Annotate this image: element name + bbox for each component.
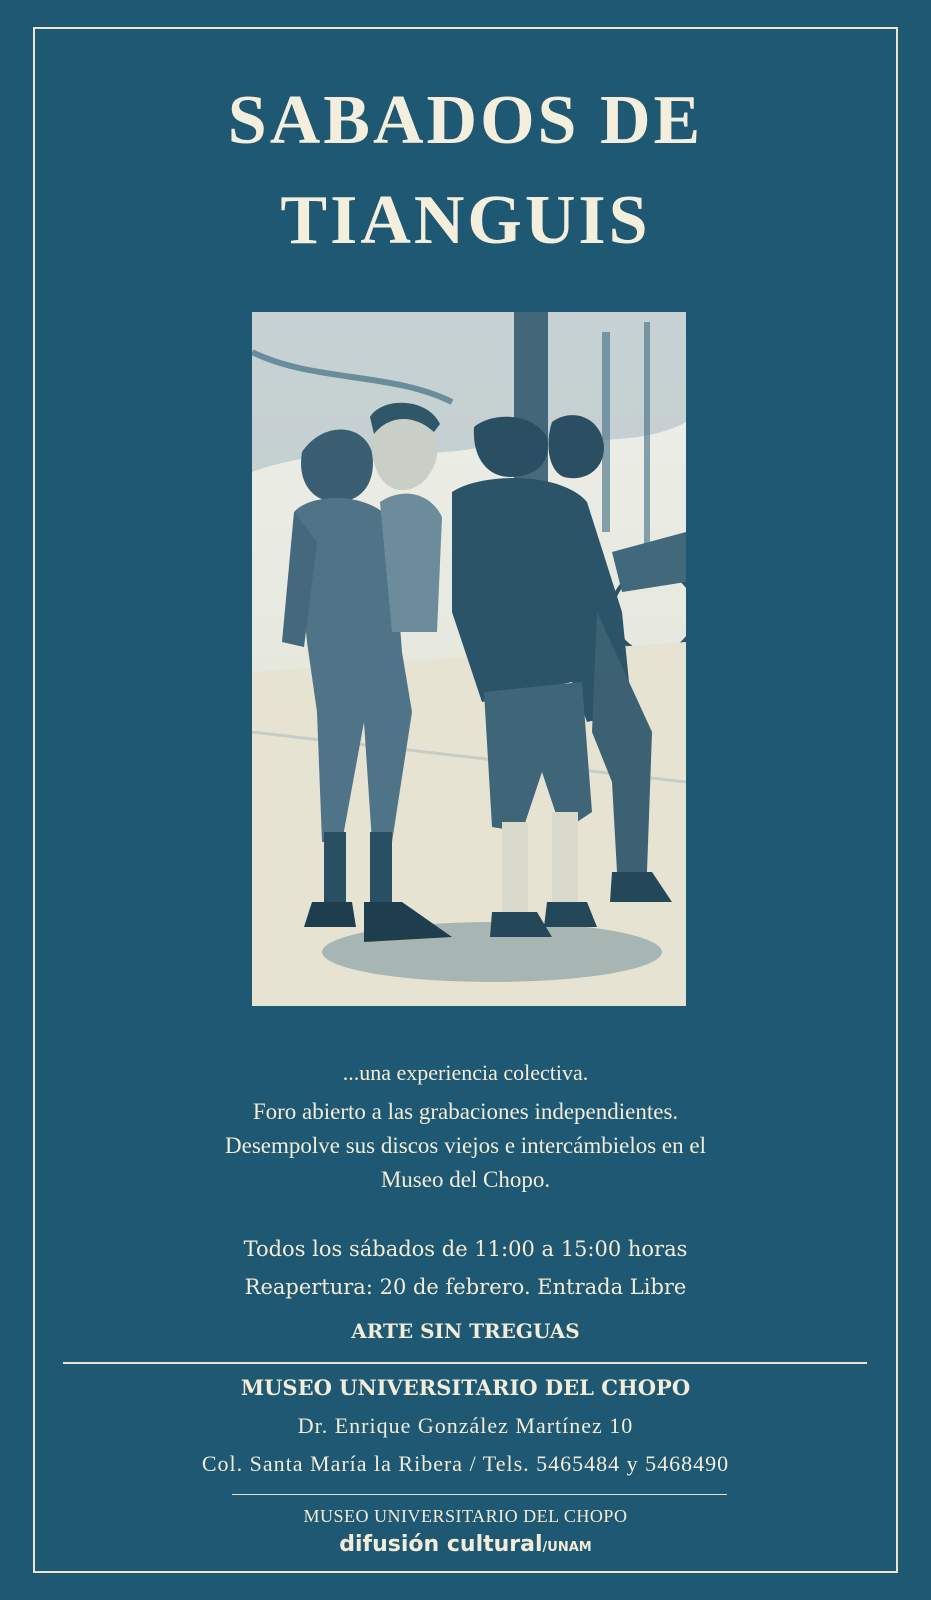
museum-name: MUSEO UNIVERSITARIO DEL CHOPO [240,1375,691,1400]
footer-logo [0,1532,931,1558]
footer-museum-name: MUSEO UNIVERSITARIO DEL CHOPO [303,1506,628,1526]
divider-bottom [232,1494,727,1495]
title-line-1: SABADOS DE [227,82,704,159]
divider-top [63,1362,867,1364]
difusion-cultural-logo: difusión cultural [339,1532,543,1557]
description [60,1095,871,1197]
photo-illustration [252,312,686,1006]
description-line-2: Desempolve sus discos viejos e intercámbielos en el [225,1133,706,1158]
unam-logo: /UNAM [542,1540,592,1555]
schedule-text: Todos los sábados de 11:00 a 15:00 horas [243,1237,688,1261]
description-line-1: Foro abierto a las grabaciones independientes. [252,1099,679,1124]
description-line-3: Museo del Chopo. [380,1167,551,1192]
title-line-2: TIANGUIS [280,182,651,259]
slogan: ARTE SIN TREGUAS [351,1319,580,1343]
photo-children-street [252,312,686,1006]
address-line-1: Dr. Enrique González Martínez 10 [297,1413,634,1438]
reopening-text: Reapertura: 20 de febrero. Entrada Libre [244,1275,687,1299]
address-line-2: Col. Santa María la Ribera / Tels. 5465484 y 5468490 [201,1451,730,1476]
intro-text: ...una experiencia colectiva. [342,1060,589,1085]
